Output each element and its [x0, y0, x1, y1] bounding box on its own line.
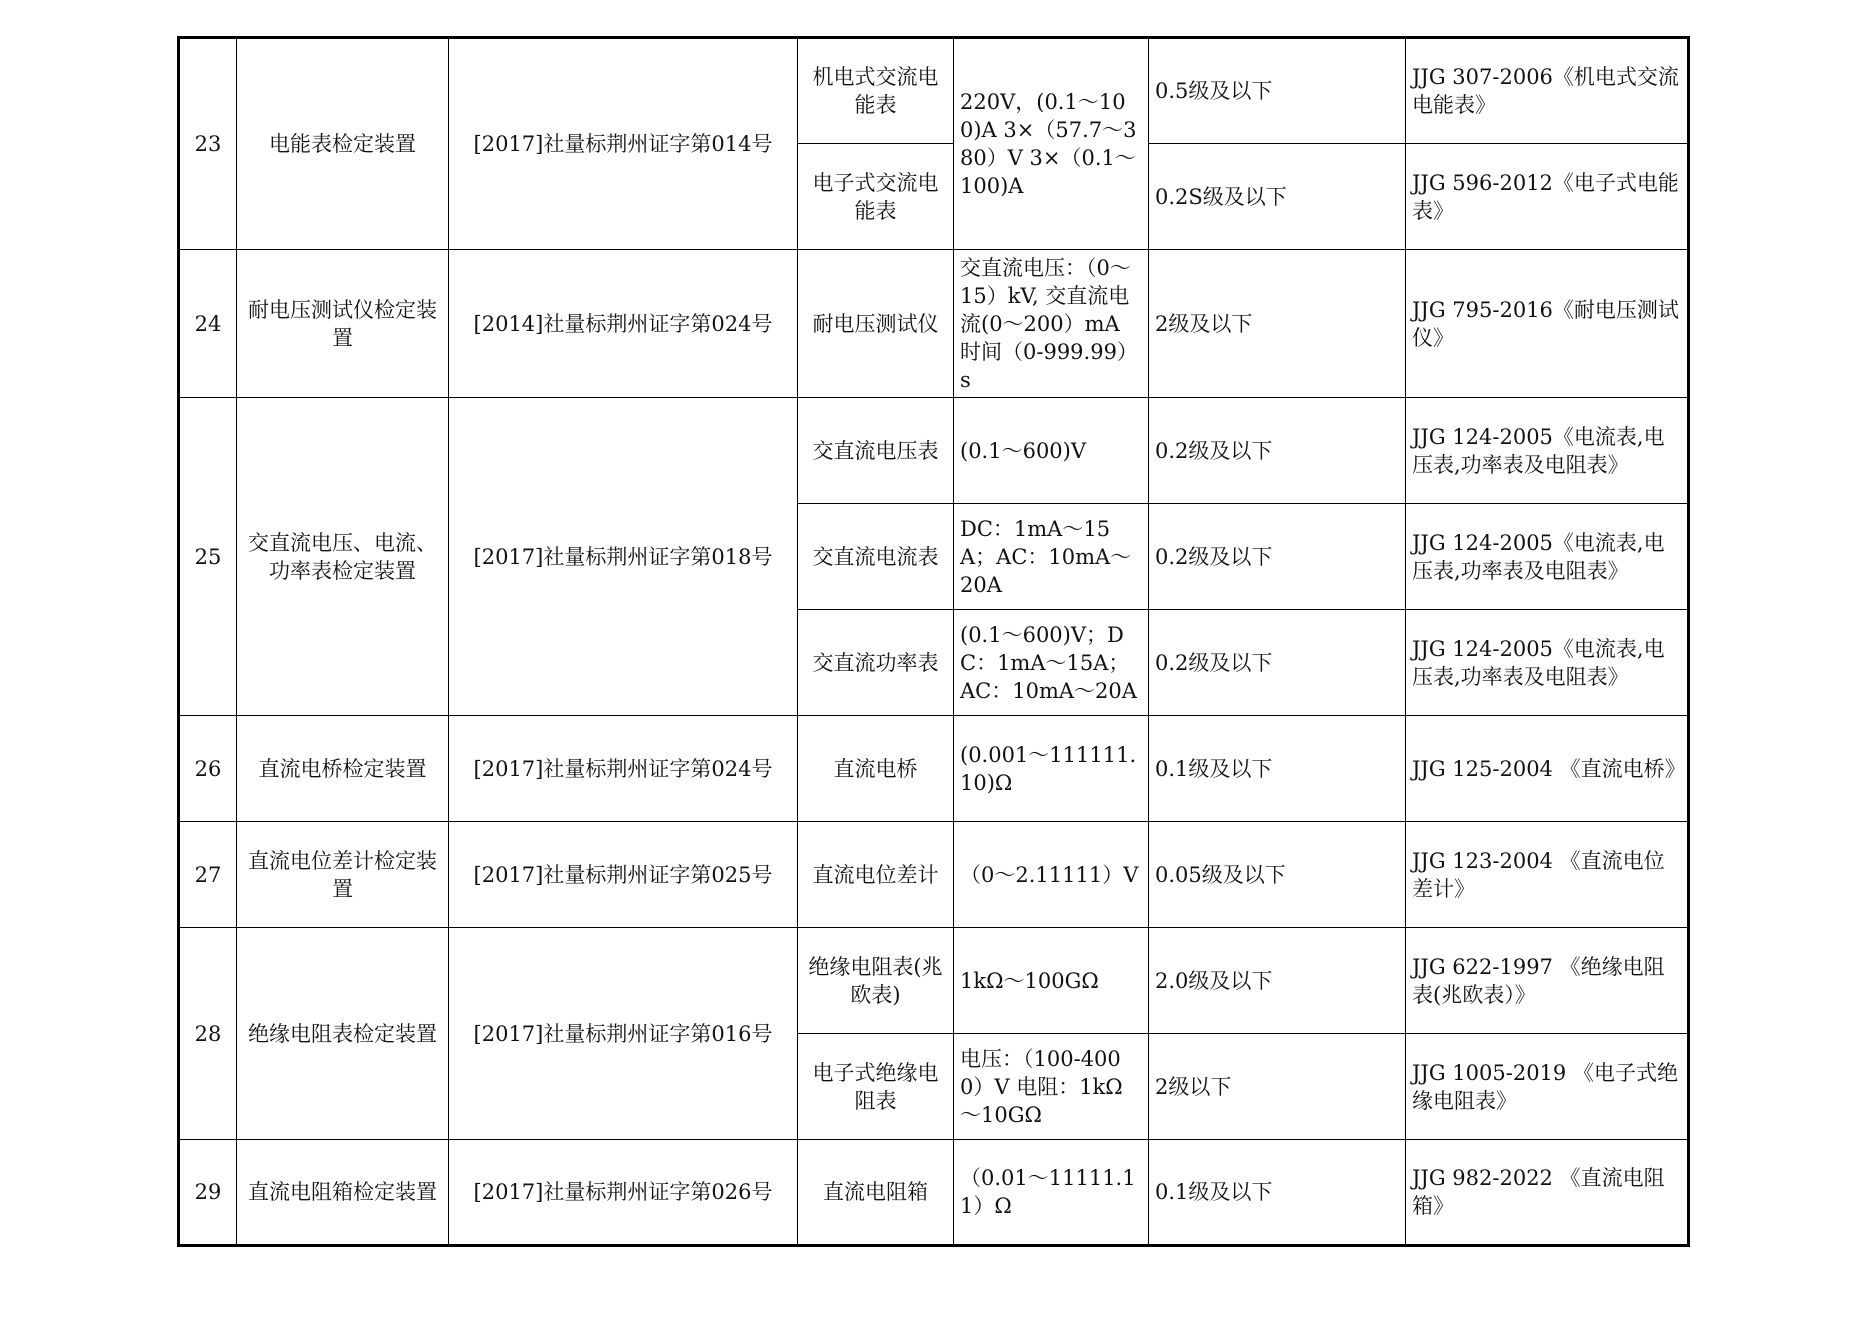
accuracy-grade: 0.2S级及以下	[1149, 144, 1406, 250]
instrument-name: 绝缘电阻表(兆欧表)	[798, 928, 954, 1034]
certificate-number: [2017]社量标荆州证字第025号	[449, 822, 798, 928]
accuracy-grade: 0.2级及以下	[1149, 504, 1406, 610]
accuracy-grade: 0.05级及以下	[1149, 822, 1406, 928]
standard-reference: JJG 123-2004 《直流电位差计》	[1406, 822, 1689, 928]
instrument-name: 交直流电压表	[798, 398, 954, 504]
certificate-number: [2014]社量标荆州证字第024号	[449, 250, 798, 398]
table-row	[179, 716, 1689, 822]
certificate-number: [2017]社量标荆州证字第016号	[449, 928, 798, 1140]
standard-reference: JJG 1005-2019 《电子式绝缘电阻表》	[1406, 1034, 1689, 1140]
measurement-range: (0.001～111111.10)Ω	[954, 716, 1149, 822]
table-row	[179, 38, 1689, 144]
standard-reference: JJG 596-2012《电子式电能表》	[1406, 144, 1689, 250]
accuracy-grade: 0.1级及以下	[1149, 1140, 1406, 1246]
measurement-range: (0.1～600)V	[954, 398, 1149, 504]
device-name: 直流电位差计检定装置	[237, 822, 449, 928]
row-number: 27	[179, 822, 237, 928]
certificate-number: [2017]社量标荆州证字第024号	[449, 716, 798, 822]
row-number: 24	[179, 250, 237, 398]
row-number: 28	[179, 928, 237, 1140]
device-name: 绝缘电阻表检定装置	[237, 928, 449, 1140]
standard-reference: JJG 124-2005《电流表,电压表,功率表及电阻表》	[1406, 398, 1689, 504]
device-name: 直流电桥检定装置	[237, 716, 449, 822]
instrument-name: 交直流功率表	[798, 610, 954, 716]
measurement-range: DC：1mA～15A；AC：10mA～20A	[954, 504, 1149, 610]
document-page	[177, 36, 1687, 1247]
instrument-name: 直流电阻箱	[798, 1140, 954, 1246]
measurement-range: （0～2.11111）V	[954, 822, 1149, 928]
instrument-name: 耐电压测试仪	[798, 250, 954, 398]
measurement-range: 1kΩ～100GΩ	[954, 928, 1149, 1034]
standard-reference: JJG 982-2022 《直流电阻箱》	[1406, 1140, 1689, 1246]
standard-reference: JJG 125-2004 《直流电桥》	[1406, 716, 1689, 822]
accuracy-grade: 0.1级及以下	[1149, 716, 1406, 822]
row-number: 26	[179, 716, 237, 822]
measurement-range: (0.1～600)V；DC：1mA～15A；AC：10mA～20A	[954, 610, 1149, 716]
accuracy-grade: 2级以下	[1149, 1034, 1406, 1140]
standard-reference: JJG 307-2006《机电式交流电能表》	[1406, 38, 1689, 144]
table-row	[179, 398, 1689, 504]
device-name: 直流电阻箱检定装置	[237, 1140, 449, 1246]
standard-reference: JJG 795-2016《耐电压测试仪》	[1406, 250, 1689, 398]
measurement-range: 电压：（100-4000）V 电阻：1kΩ～10GΩ	[954, 1034, 1149, 1140]
instrument-name: 交直流电流表	[798, 504, 954, 610]
table-row	[179, 1140, 1689, 1246]
certificate-number: [2017]社量标荆州证字第014号	[449, 38, 798, 250]
accuracy-grade: 2级及以下	[1149, 250, 1406, 398]
certificate-number: [2017]社量标荆州证字第018号	[449, 398, 798, 716]
row-number: 23	[179, 38, 237, 250]
standard-reference: JJG 622-1997 《绝缘电阻表(兆欧表）》	[1406, 928, 1689, 1034]
instrument-name: 直流电位差计	[798, 822, 954, 928]
measurement-range: 220V，(0.1～100)A 3×（57.7～380）V 3×（0.1～100)A	[954, 38, 1149, 250]
accuracy-grade: 2.0级及以下	[1149, 928, 1406, 1034]
device-name: 交直流电压、电流、功率表检定装置	[237, 398, 449, 716]
instrument-name: 机电式交流电能表	[798, 38, 954, 144]
certificate-number: [2017]社量标荆州证字第026号	[449, 1140, 798, 1246]
table-row	[179, 822, 1689, 928]
accuracy-grade: 0.2级及以下	[1149, 398, 1406, 504]
measurement-range: 交直流电压：（0～15）kV, 交直流电流(0～200）mA 时间（0-999.99）s	[954, 250, 1149, 398]
accuracy-grade: 0.2级及以下	[1149, 610, 1406, 716]
row-number: 25	[179, 398, 237, 716]
measurement-range: （0.01～11111.11）Ω	[954, 1140, 1149, 1246]
accuracy-grade: 0.5级及以下	[1149, 38, 1406, 144]
row-number: 29	[179, 1140, 237, 1246]
standard-reference: JJG 124-2005《电流表,电压表,功率表及电阻表》	[1406, 504, 1689, 610]
device-name: 耐电压测试仪检定装置	[237, 250, 449, 398]
instrument-name: 电子式绝缘电阻表	[798, 1034, 954, 1140]
table-row	[179, 250, 1689, 398]
standard-reference: JJG 124-2005《电流表,电压表,功率表及电阻表》	[1406, 610, 1689, 716]
calibration-standards-table	[177, 36, 1690, 1247]
table-row	[179, 928, 1689, 1034]
instrument-name: 直流电桥	[798, 716, 954, 822]
device-name: 电能表检定装置	[237, 38, 449, 250]
instrument-name: 电子式交流电能表	[798, 144, 954, 250]
